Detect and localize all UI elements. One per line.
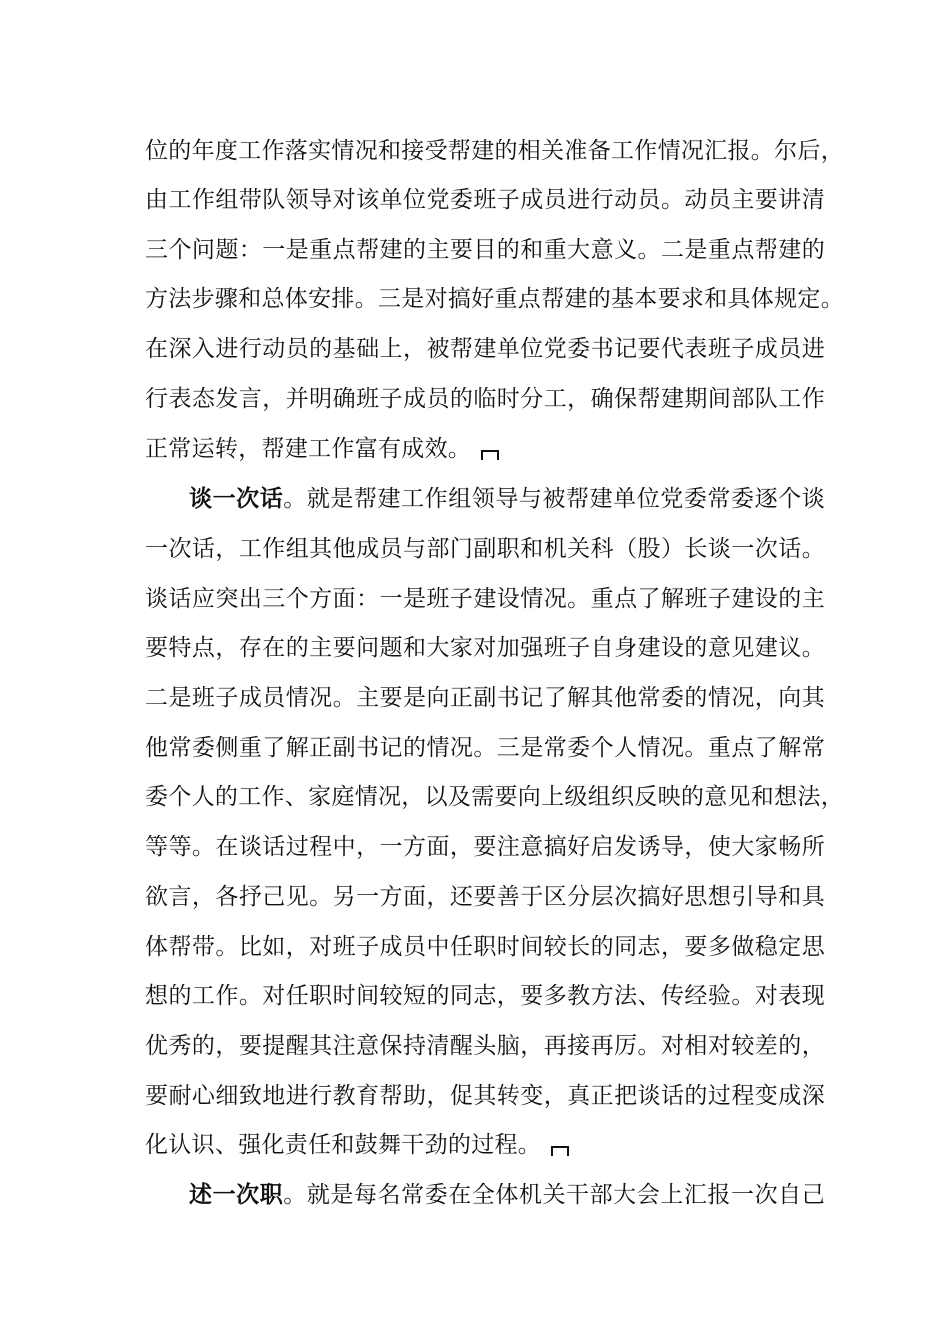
- paragraph-line: 体帮带。比如，对班子成员中任职时间较长的同志，要多做稳定思: [145, 934, 825, 960]
- paragraph-mark-icon: [551, 1146, 569, 1156]
- paragraph-first-line: [145, 1177, 825, 1213]
- paragraph-line: 二是班子成员情况。主要是向正副书记了解其他常委的情况，向其: [145, 685, 825, 711]
- paragraph-line: 想的工作。对任职时间较短的同志，要多教方法、传经验。对表现: [145, 983, 825, 1009]
- paragraph-line: 由工作组带队领导对该单位党委班子成员进行动员。动员主要讲清: [145, 187, 825, 213]
- paragraph-line-text: 正常运转，帮建工作富有成效。: [145, 436, 472, 462]
- paragraph-line-text: 化认识、强化责任和鼓舞干劲的过程。: [145, 1132, 542, 1158]
- paragraph-line: 行表态发言，并明确班子成员的临时分工，确保帮建期间部队工作: [145, 386, 825, 412]
- paragraph-line: 优秀的，要提醒其注意保持清醒头脑，再接再厉。对相对较差的，: [145, 1033, 825, 1059]
- paragraph-last-line: [145, 1127, 569, 1163]
- paragraph-line: 要特点，存在的主要问题和大家对加强班子自身建设的意见建议。: [145, 635, 825, 661]
- section-heading: 述一次职: [189, 1181, 284, 1208]
- paragraph-line: 欲言，各抒己见。另一方面，还要善于区分层次搞好思想引导和具: [145, 884, 825, 910]
- paragraph-mark-icon: [481, 450, 499, 460]
- paragraph-last-line: [145, 431, 499, 467]
- paragraph-line: 三个问题：一是重点帮建的主要目的和重大意义。二是重点帮建的: [145, 237, 825, 263]
- paragraph-line: 谈话应突出三个方面：一是班子建设情况。重点了解班子建设的主: [145, 586, 825, 612]
- paragraph-line: 等等。在谈话过程中，一方面，要注意搞好启发诱导，使大家畅所: [145, 834, 825, 860]
- paragraph-line-text: 。就是每名常委在全体机关干部大会上汇报一次自己: [283, 1182, 825, 1208]
- paragraph-line: 位的年度工作落实情况和接受帮建的相关准备工作情况汇报。尔后，: [145, 138, 844, 164]
- paragraph-line: 一次话，工作组其他成员与部门副职和机关科（股）长谈一次话。: [145, 536, 825, 562]
- paragraph-line: 他常委侧重了解正副书记的情况。三是常委个人情况。重点了解常: [145, 735, 825, 761]
- paragraph-line: 委个人的工作、家庭情况，以及需要向上级组织反映的意见和想法，: [145, 784, 844, 810]
- paragraph-line: 在深入进行动员的基础上，被帮建单位党委书记要代表班子成员进: [145, 336, 825, 362]
- section-heading: 谈一次话: [189, 485, 284, 512]
- paragraph-first-line: [145, 481, 825, 517]
- paragraph-line: 方法步骤和总体安排。三是对搞好重点帮建的基本要求和具体规定。: [145, 286, 844, 312]
- paragraph-line: 要耐心细致地进行教育帮助，促其转变，真正把谈话的过程变成深: [145, 1083, 825, 1109]
- paragraph-line-text: 。就是帮建工作组领导与被帮建单位党委常委逐个谈: [283, 486, 825, 512]
